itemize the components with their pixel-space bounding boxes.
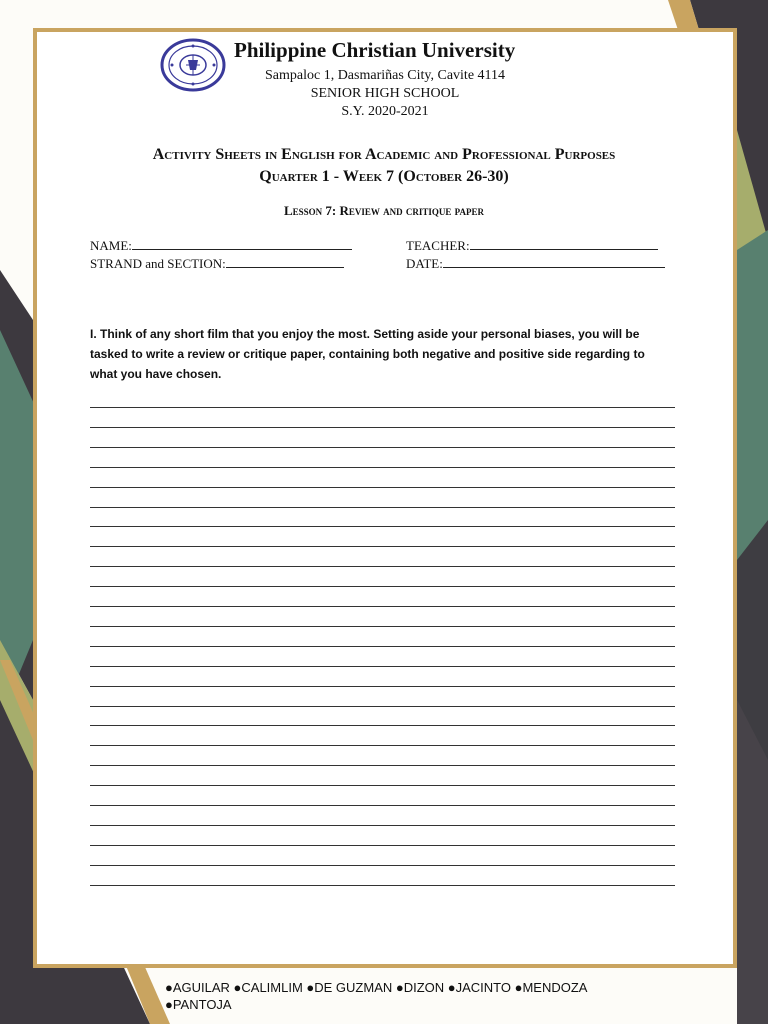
university-seal-icon [160,38,226,92]
answer-line[interactable] [90,686,675,687]
answer-line[interactable] [90,845,675,846]
answer-line[interactable] [90,725,675,726]
activity-title-line2: Quarter 1 - Week 7 (October 26-30) [259,168,509,185]
answer-line[interactable] [90,546,675,547]
answer-line[interactable] [90,447,675,448]
lesson-title: Lesson 7: Review and critique paper [284,203,484,218]
answer-line[interactable] [90,586,675,587]
answer-line[interactable] [90,885,675,886]
answer-line[interactable] [90,467,675,468]
university-name: Philippine Christian University [234,38,516,62]
name-blank[interactable] [132,238,352,250]
letterhead [160,36,620,119]
answer-line[interactable] [90,745,675,746]
answer-line[interactable] [90,805,675,806]
group-members: ●AGUILAR ●CALIMLIM ●DE GUZMAN ●DIZON ●JACINTO ●MENDOZA ●PANTOJA [165,980,587,1012]
name-label: NAME: [90,238,132,253]
answer-line[interactable] [90,706,675,707]
activity-title-line1: Activity Sheets in English for Academic and Professional Purposes [152,146,616,163]
answer-line[interactable] [90,825,675,826]
strand-section-blank[interactable] [226,256,344,268]
teacher-label: TEACHER: [406,238,470,253]
school-year: S.Y. 2020-2021 [341,104,429,119]
answer-line[interactable] [90,765,675,766]
strand-section-label: STRAND and SECTION: [90,256,226,271]
instruction-text: I. Think of any short film that you enjoy the most. Setting aside your personal biases, you will be tasked to write a review or critique paper, containing both negative and positive side regarding to what you have chosen. [90,327,645,381]
answer-line[interactable] [90,785,675,786]
answer-line[interactable] [90,526,675,527]
date-field[interactable] [406,256,665,272]
answer-line[interactable] [90,487,675,488]
answer-line[interactable] [90,865,675,866]
strand-section-field[interactable] [90,256,344,272]
answer-line[interactable] [90,606,675,607]
right-dark-panel [737,520,768,1024]
answer-line[interactable] [90,566,675,567]
answer-line[interactable] [90,666,675,667]
teacher-field[interactable] [406,238,658,254]
school-division: SENIOR HIGH SCHOOL [310,86,460,101]
activity-title [40,144,728,188]
answer-line[interactable] [90,407,675,408]
name-field[interactable] [90,238,352,254]
answer-line[interactable] [90,427,675,428]
answer-line[interactable] [90,646,675,647]
answer-line[interactable] [90,626,675,627]
teacher-blank[interactable] [470,238,658,250]
answer-line[interactable] [90,507,675,508]
university-address: Sampaloc 1, Dasmariñas City, Cavite 4114 [264,68,506,83]
date-blank[interactable] [443,256,665,268]
date-label: DATE: [406,256,443,271]
